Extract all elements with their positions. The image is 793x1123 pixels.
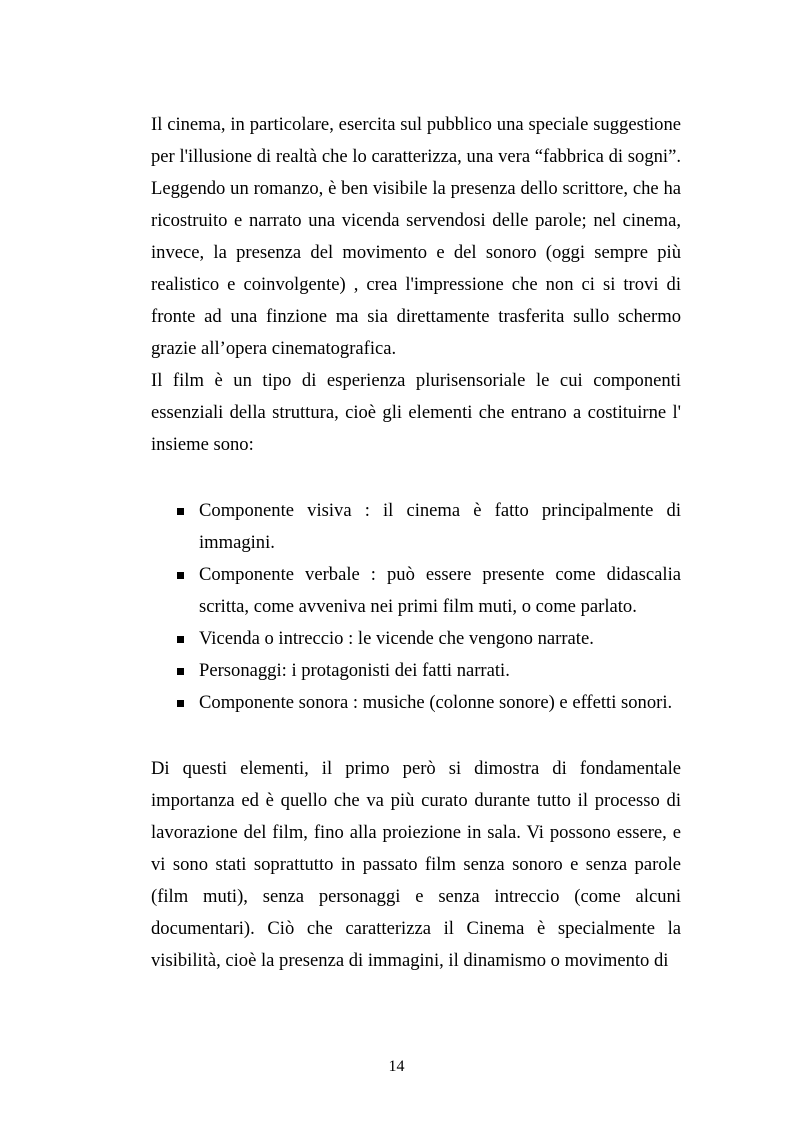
list-item <box>151 495 681 559</box>
components-bullet-list <box>151 495 681 719</box>
list-item <box>151 623 681 655</box>
paragraph-visual-primacy: Di questi elementi, il primo però si dimostra di fondamentale importanza ed è quello che va più curato durante tutto il processo di lavorazione del film, fino alla proiezione in sala. Vi possono essere, e vi sono stati soprattutto in passato film senza sonoro e senza parole (film muti), senza personaggi e senza intreccio (come alcuni documentari). Ciò che caratterizza il Cinema è specialmente la visibilità, cioè la presenza di immagini, il dinamismo o movimento di <box>151 758 681 971</box>
square-bullet-icon <box>177 668 184 675</box>
list-item-text: Componente visiva : il cinema è fatto principalmente di immagini. <box>199 500 681 553</box>
paragraph-cinema-illusion: Il cinema, in particolare, esercita sul pubblico una speciale suggestione per l'illusione di realtà che lo caratterizza, una vera “fabbrica di sogni”. Leggendo un romanzo, è ben visibile la presenza dello scrittore, che ha ricostruito e narrato una vicenda servendosi delle parole; nel cinema, invece, la presenza del movimento e del sonoro (oggi sempre più realistico e coinvolgente) , crea l'impressione che non ci si trovi di fronte ad una finzione ma sia direttamente trasferita sullo schermo grazie all’opera cinematografica. <box>151 114 681 359</box>
paragraph-film-components-intro: Il film è un tipo di esperienza plurisensoriale le cui componenti essenziali della struttura, cioè gli elementi che entrano a costituirne l' insieme sono: <box>151 370 681 455</box>
list-item-text: Componente verbale : può essere presente come didascalia scritta, come avveniva nei primi film muti, o come parlato. <box>199 564 681 617</box>
page-number: 14 <box>388 1058 405 1075</box>
closing-text-block <box>151 753 681 977</box>
list-item <box>151 559 681 623</box>
square-bullet-icon <box>177 700 184 707</box>
list-item-text: Componente sonora : musiche (colonne sonore) e effetti sonori. <box>199 692 673 713</box>
square-bullet-icon <box>177 572 184 579</box>
list-item <box>151 655 681 687</box>
list-item <box>151 687 681 719</box>
square-bullet-icon <box>177 636 184 643</box>
list-item-text: Personaggi: i protagonisti dei fatti narrati. <box>199 660 510 681</box>
intro-text-block <box>151 109 681 461</box>
list-item-text: Vicenda o intreccio : le vicende che vengono narrate. <box>199 628 594 649</box>
square-bullet-icon <box>177 508 184 515</box>
